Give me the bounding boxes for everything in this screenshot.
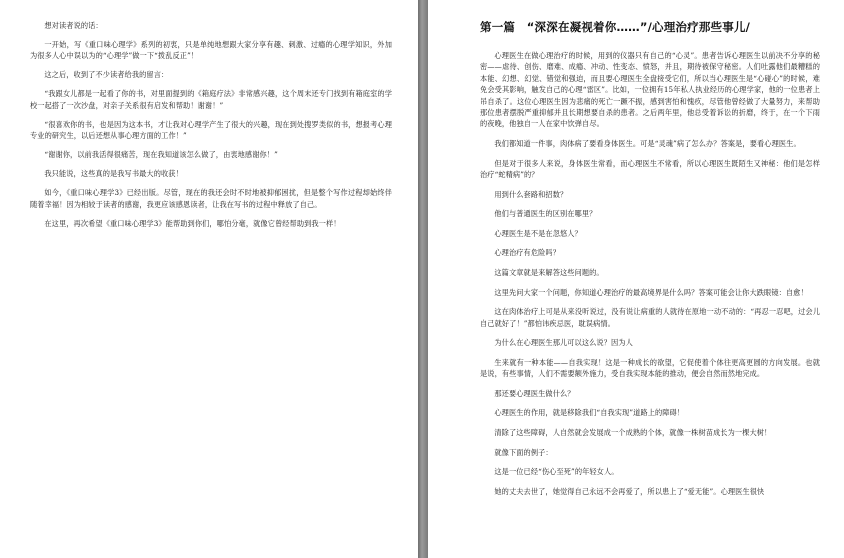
right-paragraph-16: 就像下面的例子： [494, 447, 553, 457]
right-paragraph-9: 这里先问大家一个问题，你知道心理治疗的最高境界是什么吗？答案可能会让你大跌眼镜：自愈！ [494, 287, 808, 297]
right-paragraph-12: 生来就有一种本能——自我实现！这是一种成长的欲望，它促使着个体往更高更圆的方向发展。也就是说，有些事情，人们不需要额外施力，受自我实现本能的推动，便会自然而然地完成。 [480, 357, 820, 379]
right-paragraph-1: 心理医生在做心理治疗的时候，用到的仪器只有自己的“心灵”。患者告诉心理医生以前决不分享的秘密——虐待、创伤、磨难、成瘾、冲动、性变态、愤怒，并且，期待被保守秘密。人们吐露他们最糟糕的本能、幻想、幻觉、错觉和强迫，而且要心理医生全盘接受它们，所以当心理医生是“心碰心”的时候，难免会受其影响，触发自己的心理“雷区”。比如，一位拥有15年私人执业经历的心理学家，他的一位患者上吊自杀了。这位心理医生因为悲痛的死亡一蹶不振，感到害怕和愧疚，尽管他曾经做了大量努力，来帮助那位患者摆脱严重抑郁并且长期想要自杀的患者。之后两年里，他总受着诉讼的折磨，终于，在一个下雨的夜晚，他独自一人在家中饮弹自尽。 [480, 51, 820, 129]
right-paragraph-10: 这在肉体治疗上可是从来没听说过，没有说让病重的人就待在原地一动不动的：“再忍一忍吧，过会儿自己就好了！”都怕讳疾忌医，耽误病情。 [480, 307, 820, 328]
right-paragraph-18: 她的丈夫去世了，她觉得自己永远不会再爱了，所以患上了“爱无能”。心理医生很快 [494, 486, 765, 496]
left-paragraph-5: “很喜欢你的书，也是因为这本书，才让我对心理学产生了很大的兴趣，现在到处搜罗类似的书，想报考心理专业的研究生，以后还想从事心理方面的工作！” [30, 119, 392, 141]
right-page [428, 0, 844, 558]
left-paragraph-6: “谢谢你，以前我活得很痛苦，现在我知道该怎么做了，由衷地感谢你！” [44, 150, 278, 160]
left-paragraph-9: 在这里，再次希望《重口味心理学3》能帮助到你们，哪怕分毫，就像它曾经帮助到我一样！ [44, 218, 341, 228]
right-paragraph-5: 他们与普通医生的区别在哪里？ [494, 209, 597, 219]
right-paragraph-17: 这是一位已经“伤心至死”的年轻女人。 [494, 467, 619, 477]
right-paragraph-7: 心理治疗有危险吗？ [494, 248, 560, 258]
right-paragraph-6: 心理医生是不是在忽悠人？ [494, 228, 582, 238]
right-paragraph-2: 我们都知道一件事，肉体病了要看身体医生。可是“灵魂”病了怎么办？答案是，要看心理医生。 [494, 139, 801, 149]
left-paragraph-1: 想对读者说的话： [44, 21, 103, 30]
left-paragraph-8: 如今，《重口味心理学3》已经出版。尽管，现在的我还会时不时地被抑郁困扰，但是整个写作过程却始终伴随着幸福！因为相较于读者的感谢，我更应该感恩读者，让我在写书的过程中释放了自己。 [30, 188, 392, 209]
left-paragraph-2: 一开始，写《重口味心理学》系列的初衷，只是单纯地想跟大家分享有趣、刺激、过瘾的心理学知识，外加为很多人心中误以为的“心理学”做一下“拨乱反正”！ [30, 40, 392, 61]
right-paragraph-8: 这篇文章就是来解答这些问题的。 [494, 268, 604, 277]
left-paragraph-4: “我跟女儿都是一起看了你的书，对里面提到的《箱庭疗法》非常感兴趣，这个周末还专门找到有箱庭室的学校一起搭了一次沙盘，对亲子关系很有启发和帮助！谢谢！” [30, 89, 392, 110]
right-paragraph-15: 清除了这些障碍，人自然就会发展成一个成熟的个体，就像一株树苗成长为一棵大树！ [494, 427, 772, 437]
left-paragraph-7: 我只能说，这些真的是我写书最大的收获！ [44, 169, 183, 179]
page-gutter [418, 0, 428, 558]
left-paragraph-3: 这之后，收到了不少读者给我的留言： [44, 70, 169, 80]
right-paragraph-13: 那还要心理医生做什么？ [494, 388, 575, 398]
chapter-title: 第一篇 “深深在凝视着你……”/心理治疗那些事儿/ [480, 20, 751, 34]
right-paragraph-14: 心理医生的作用，就是移除我们“自我实现”道路上的障碍！ [494, 408, 685, 418]
right-paragraph-3: 但是对于很多人来说，身体医生常看，而心理医生不常看，所以心理医生既陌生又神秘：他们是怎样治疗“蛇精病”的？ [480, 158, 820, 180]
left-page [0, 0, 418, 558]
right-paragraph-4: 用到什么套路和招数？ [494, 189, 568, 199]
right-paragraph-11: 为什么在心理医生那儿可以这么说？因为人 [494, 338, 633, 348]
